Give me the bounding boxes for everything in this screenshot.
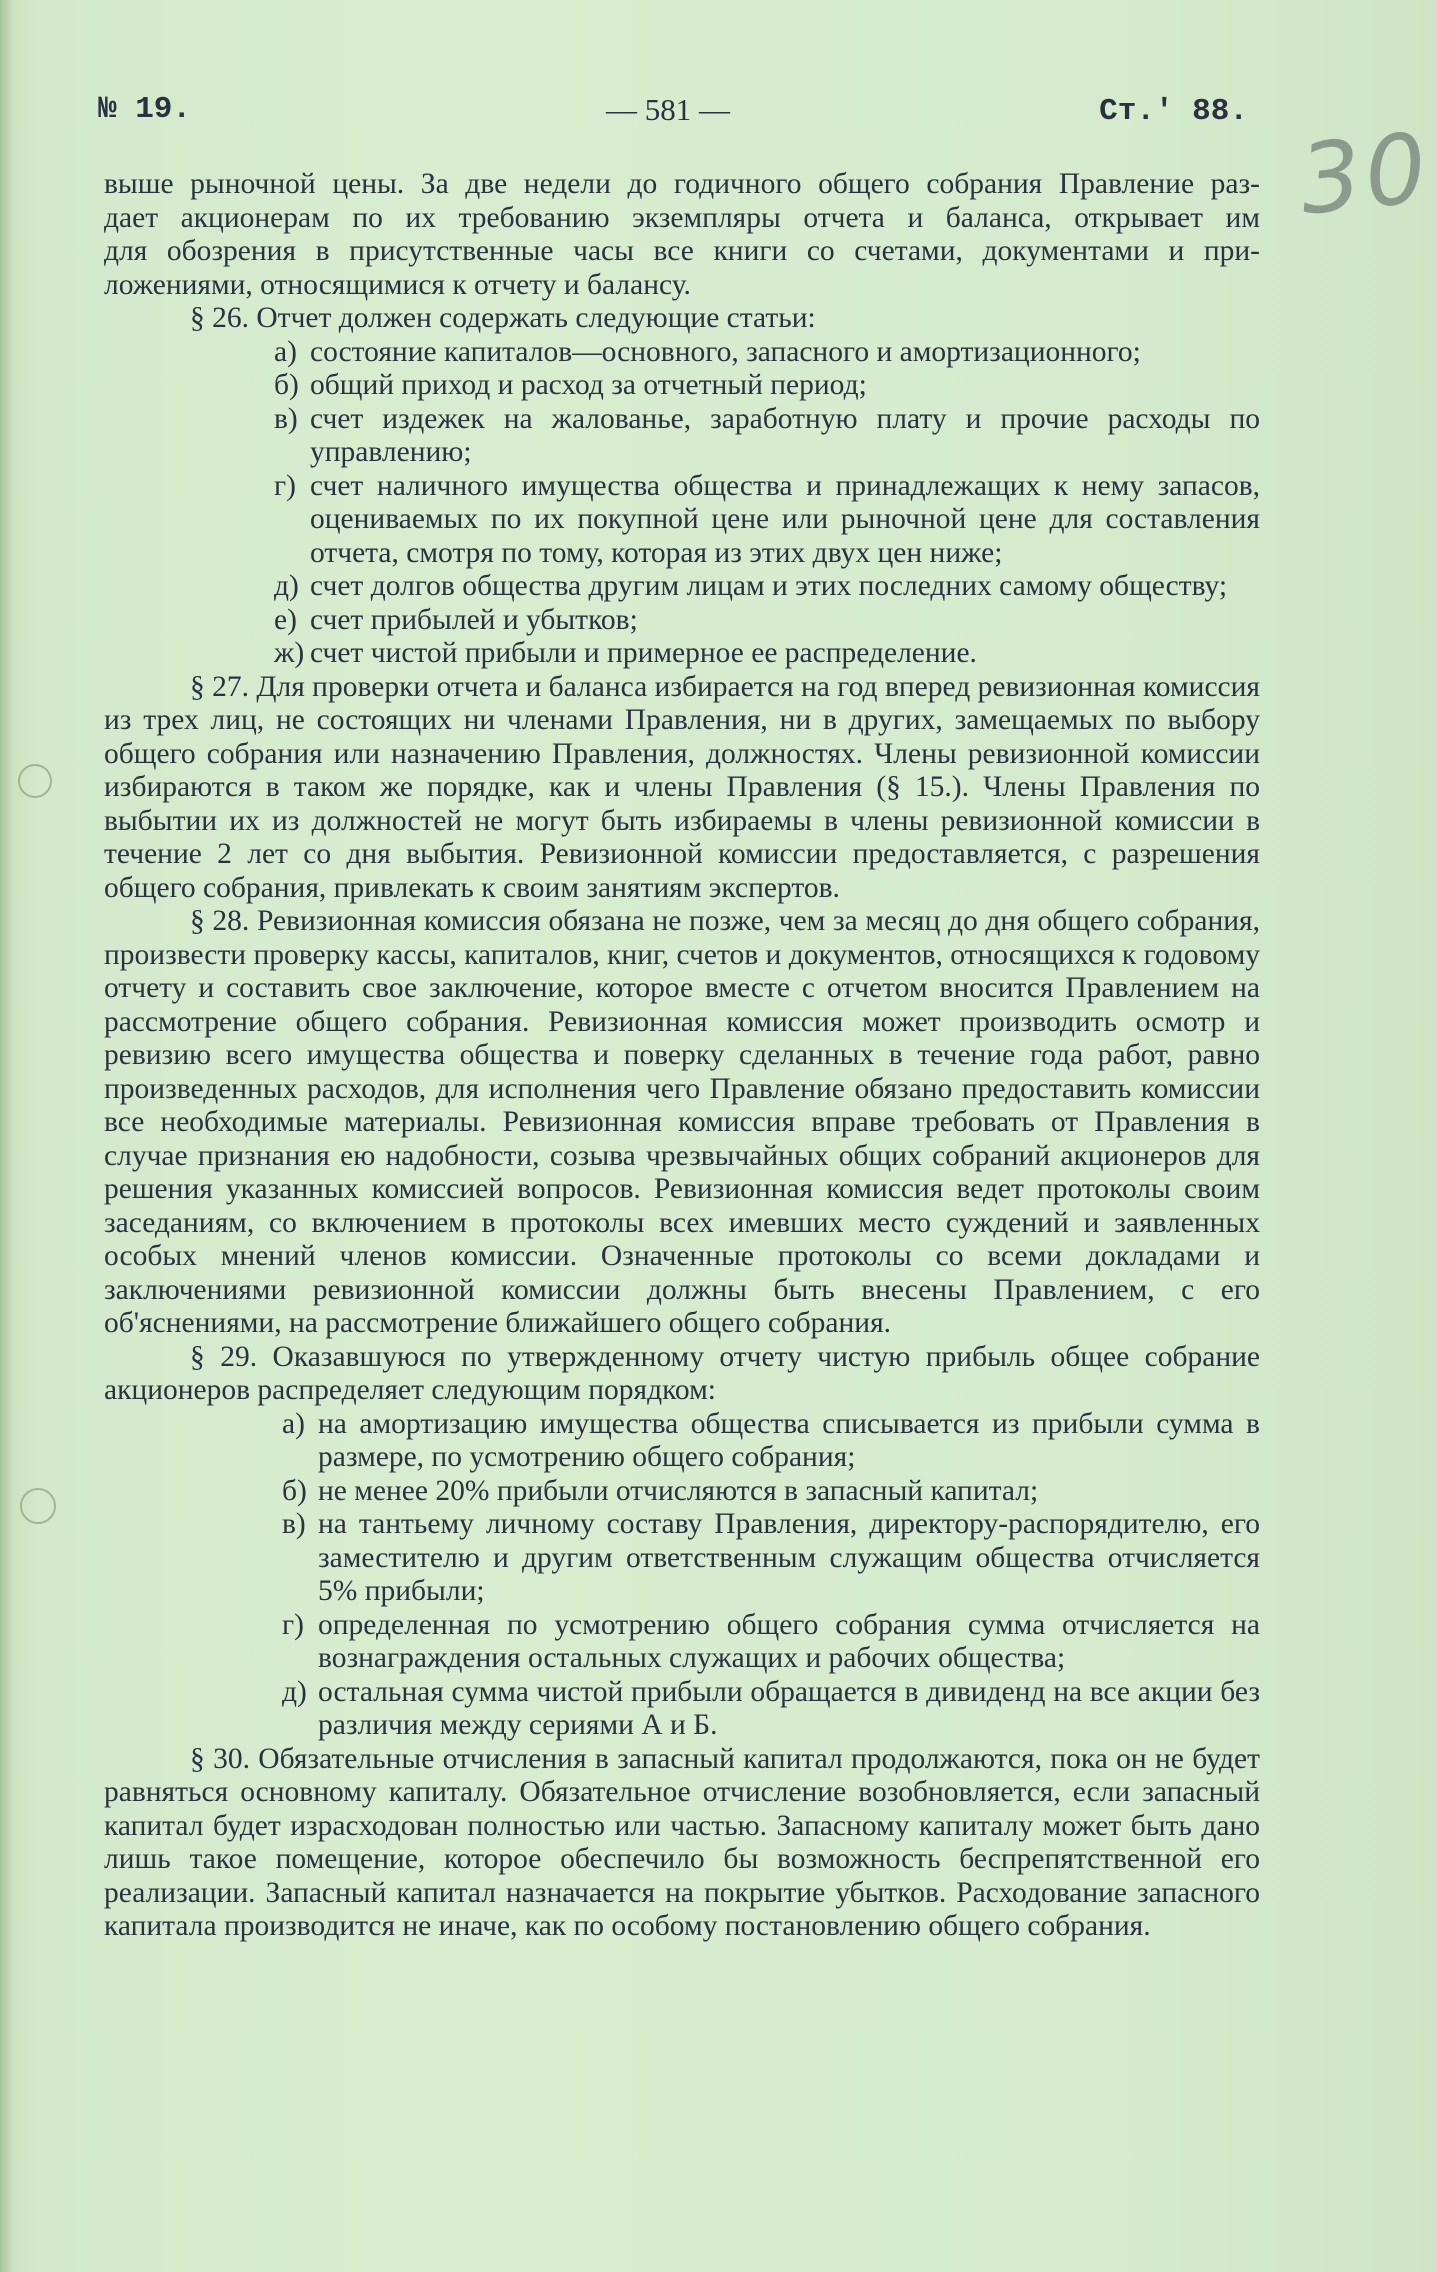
list-item: б) общий приход и расход за отчетный период; bbox=[274, 369, 867, 401]
list-item: г) определенная по усмотрению общего собрания сумма отчисляется на вознаграждения остальных служащих и рабочих общества; bbox=[282, 1608, 1260, 1674]
punch-hole-mark bbox=[20, 1488, 56, 1524]
page-binding-edge bbox=[0, 0, 14, 2272]
list-item: а) на амортизацию имущества общества списывается из прибыли сумма в размере, по усмотрению общего собрания; bbox=[282, 1407, 1260, 1473]
section-27: § 27. Для проверки отчета и баланса избирается на год вперед ревизионная комиссия из трех лиц, не состоящих ни членами Правления, ни в других, замещаемых по выбору общего собрания или назначению Правления, должностях. Члены ревизионной комиссии избираются в таком же порядке, как и члены Правления (§ 15.). Члены Правления по выбытии их из должностей не могут быть избираемы в члены ревизионной комиссии в течение 2 лет со дня выбытия. Ревизионной комиссии предоставляется, с разрешения общего собрания, привлекать к своим занятиям экспертов. bbox=[104, 670, 1260, 904]
page-number: — 581 — bbox=[606, 92, 730, 127]
list-item: б) не менее 20% прибыли отчисляются в запасный капитал; bbox=[282, 1474, 1039, 1507]
issue-number: № 19. bbox=[98, 92, 192, 127]
section-26-heading: § 26. Отчет должен содержать следующие статьи: bbox=[190, 302, 816, 334]
list-item: а) состояние капиталов—основного, запасного и амортизационного; bbox=[274, 335, 1141, 368]
list-item: в) на тантьему личному составу Правления, директору-распорядителю, его заместителю и другим ответственным служащим общества отчисляется 5% прибыли; bbox=[282, 1508, 1260, 1607]
list-item: е) счет прибылей и убытков; bbox=[274, 603, 638, 636]
list-item: в) счет издежек на жалованье, заработную плату и прочие расходы по управлению; bbox=[274, 402, 1260, 468]
article-number: Ст.′ 88. bbox=[1099, 94, 1248, 129]
list-item: д) остальная сумма чистой прибыли обращается в дивиденд на все акции без различия между сериями А и Б. bbox=[282, 1675, 1260, 1741]
section-29-list bbox=[104, 1408, 1260, 1743]
paragraph-line: ложениями, относящимися к отчету и балансу. bbox=[104, 268, 691, 301]
section-29-heading: § 29. Оказавшуюся по утвержденному отчету чистую прибыль общее собрание акционеров распределяет следующим порядком: bbox=[104, 1340, 1260, 1406]
section-30: § 30. Обязательные отчисления в запасный капитал продолжаются, пока он не будет равняться основному капиталу. Обязательное отчисление возобновляется, если запасный капитал будет израсходован полностью или частью. Запасному капиталу может быть дано лишь такое помещение, которое обеспечило бы возможность беспрепятственной его реализации. Запасный капитал назначается на покрытие убытков. Расходование запасного капитала производится не иначе, как по особому постановлению общего собрания. bbox=[104, 1742, 1260, 1942]
pencil-page-mark: 30 bbox=[1294, 111, 1436, 237]
list-item: г) счет наличного имущества общества и принадлежащих к нему запасов, оцениваемых по их покупной цене или рыночной цене для составления отчета, смотря по тому, которая из этих двух цен ниже; bbox=[274, 469, 1260, 569]
section-26-list bbox=[104, 336, 1260, 671]
page-header bbox=[98, 92, 1248, 142]
document-body bbox=[104, 168, 1260, 1944]
paragraph-line: дает акционерам по их требованию экземпляры отчета и баланса, открывает им bbox=[104, 201, 1260, 234]
punch-hole-mark bbox=[18, 764, 52, 798]
list-item: д) счет долгов общества другим лицам и этих последних самому обществу; bbox=[274, 570, 1228, 602]
paragraph-line: выше рыночной цены. За две недели до годичного общего собрания Правление раз- bbox=[104, 168, 1260, 200]
paragraph-line: для обозрения в присутственные часы все книги со счетами, документами и при- bbox=[104, 235, 1260, 267]
list-item: ж) счет чистой прибыли и примерное ее распределение. bbox=[274, 637, 977, 669]
section-28: § 28. Ревизионная комиссия обязана не позже, чем за месяц до дня общего собрания, произвести проверку кассы, капиталов, книг, счетов и документов, относящихся к годовому отчету и составить свое заключение, которое вместе с отчетом вносится Правлением на рассмотрение общего собрания. Ревизионная комиссия может производить осмотр и ревизию всего имущества общества и поверку сделанных в течение года работ, равно произведенных расходов, для исполнения чего Правление обязано предоставить комиссии все необходимые материалы. Ревизионная комиссия вправе требовать от Правления в случае признания ею надобности, созыва чрезвычайных общих собраний акционеров для решения указанных комиссией вопросов. Ревизионная комиссия ведет протоколы своим заседаниям, со включением в протоколы всех имевших место суждений и заявленных особых мнений членов комиссии. Означенные протоколы со всеми докладами и заключениями ревизионной комиссии должны быть внесены Правлением, с его об'яснениями, на рассмотрение ближайшего общего собрания. bbox=[104, 905, 1260, 1339]
